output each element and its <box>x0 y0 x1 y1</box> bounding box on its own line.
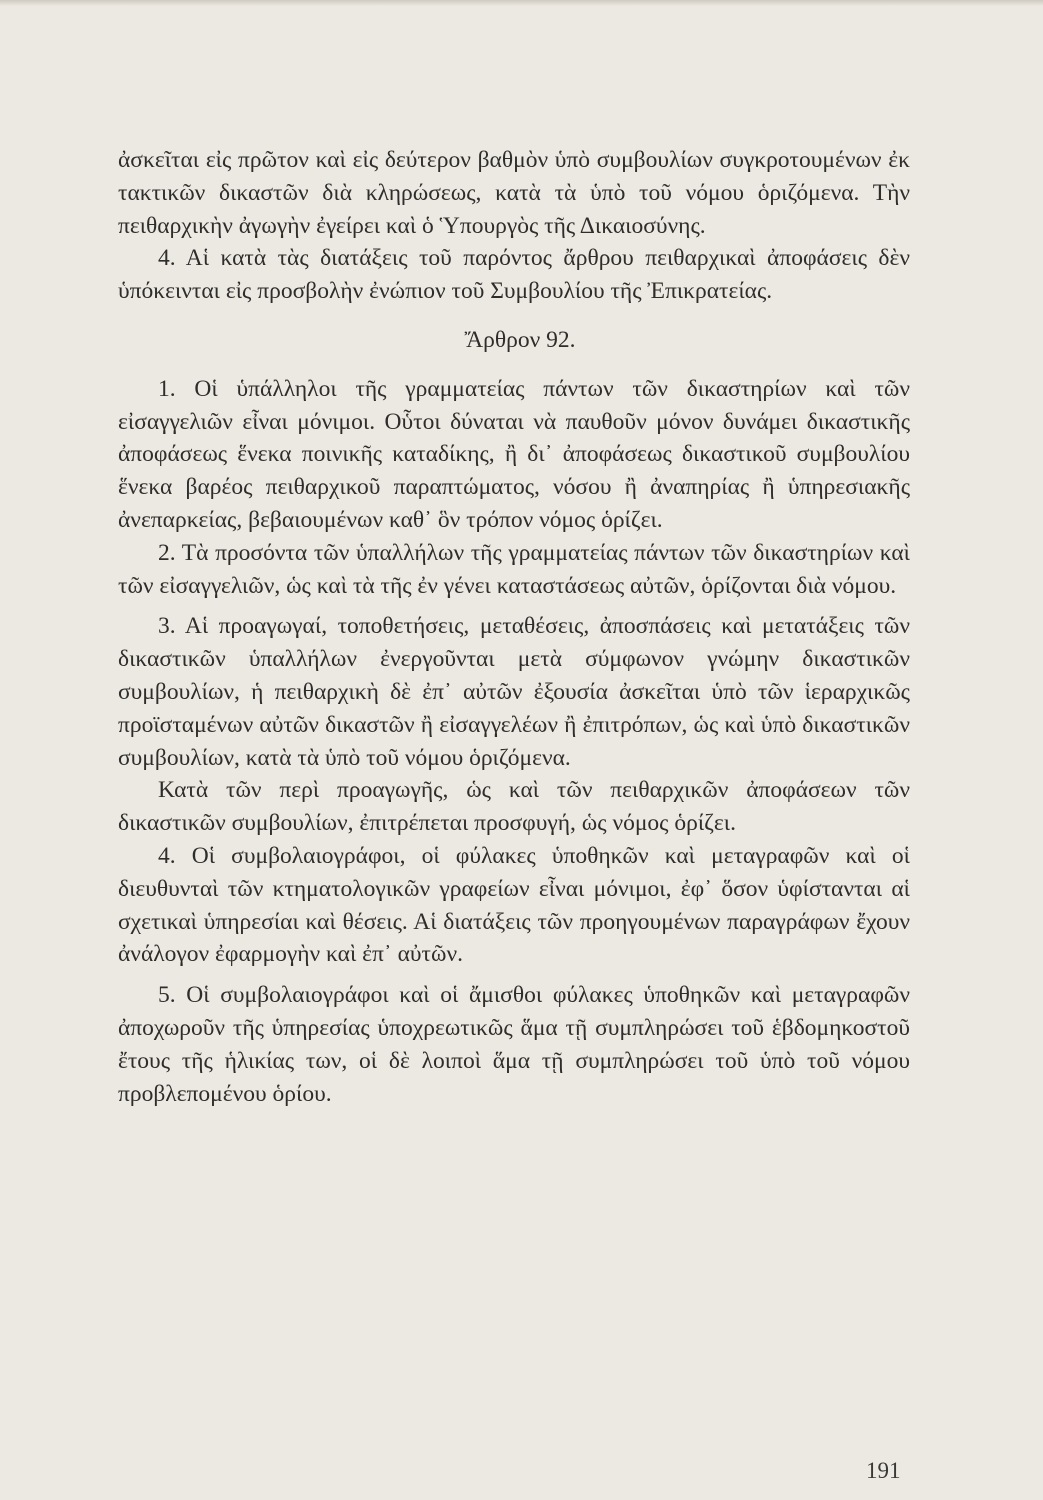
page-number: 191 <box>866 1458 901 1483</box>
paragraph-5: 5. Οἱ συμβολαιογράφοι καὶ οἱ ἄμισθοι φύλακες ὑποθηκῶν καὶ μεταγραφῶν ἀποχωροῦν τῆς ὑπηρεσίας ὑποχρεωτικῶς ἅμα τῇ συμπληρώσει τοῦ ἑβδομηκοστοῦ ἔτους τῆς ἡλικίας των, οἱ δὲ λοιποὶ ἅμα τῇ συμπληρώσει τοῦ ὑπὸ τοῦ νόμου προβλεπομένου ὁρίου. <box>118 982 910 1107</box>
paragraph-2: 2. Τὰ προσόντα τῶν ὑπαλλήλων τῆς γραμματείας πάντων τῶν δικαστηρίων καὶ τῶν εἰσαγγελιῶν, ὡς καὶ τὰ τῆς ἐν γένει καταστάσεως αὐτῶν, ὁρίζονται διὰ νόμου. <box>118 539 910 599</box>
page-edge-shadow <box>0 0 1043 6</box>
paragraph-1: 1. Οἱ ὑπάλληλοι τῆς γραμματείας πάντων τῶν δικαστηρίων καὶ τῶν εἰσαγγελιῶν εἶναι μόνιμοι. Οὗτοι δύναται νὰ παυθοῦν μόνον δυνάμει δικαστικῆς ἀποφάσεως ἕνεκα ποινικῆς καταδίκης, ἢ δι᾿ ἀποφάσεως δικαστικοῦ συμβουλίου ἕνεκα βαρέος πειθαρχικοῦ παραπτώματος, νόσου ἢ ἀναπηρίας ἢ ὑπηρεσιακῆς ἀνεπαρκείας, βεβαιουμένων καθ᾿ ὃν τρόπον νόμος ὁρίζει. <box>118 375 910 533</box>
paragraph-3-continued: Κατὰ τῶν περὶ προαγωγῆς, ὡς καὶ τῶν πειθαρχικῶν ἀποφάσεων τῶν δικαστικῶν συμβουλίων, ἐπιτρέπεται προσφυγή, ὡς νόμος ὁρίζει. <box>118 777 910 837</box>
paragraph-4: 4. Οἱ συμβολαιογράφοι, οἱ φύλακες ὑποθηκῶν καὶ μεταγραφῶν καὶ οἱ διευθυνταὶ τῶν κτηματολογικῶν γραφείων εἶναι μόνιμοι, ἐφ᾿ ὅσον ὑφίστανται αἱ σχετικαὶ ὑπηρεσίαι καὶ θέσεις. Αἱ διατάξεις τῶν προηγουμένων παραγράφων ἔχουν ἀνάλογον ἐφαρμογὴν καὶ ἐπ᾿ αὐτῶν. <box>118 842 910 968</box>
paragraph-4-previous-article: 4. Αἱ κατὰ τὰς διατάξεις τοῦ παρόντος ἄρθρου πειθαρχικαὶ ἀποφάσεις δὲν ὑπόκεινται εἰς προσβολὴν ἐνώπιον τοῦ Συμβουλίου τῆς Ἐπικρατείας. <box>118 245 910 305</box>
body-text <box>118 144 910 1110</box>
article-heading: Ἄρθρον 92. <box>464 326 576 353</box>
paragraph-continuation: ἀσκεῖται εἰς πρῶτον καὶ εἰς δεύτερον βαθμὸν ὑπὸ συμβουλίων συγκροτουμένων ἐκ τακτικῶν δικαστῶν διὰ κληρώσεως, κατὰ τὰ ὑπὸ τοῦ νόμου ὁριζόμενα. Τὴν πειθαρχικὴν ἀγωγὴν ἐγείρει καὶ ὁ Ὑπουργὸς τῆς Δικαιοσύνης. <box>118 147 910 239</box>
paragraph-3: 3. Αἱ προαγωγαί, τοποθετήσεις, μεταθέσεις, ἀποσπάσεις καὶ μετατάξεις τῶν δικαστικῶν ὑπαλλήλων ἐνεργοῦνται μετὰ σύμφωνον γνώμην δικαστικῶν συμβουλίων, ἡ πειθαρχικὴ δὲ ἐπ᾿ αὐτῶν ἐξουσία ἀσκεῖται ὑπὸ τῶν ἱεραρχικῶς προϊσταμένων αὐτῶν δικαστῶν ἢ εἰσαγγελέων ἢ ἐπιτρόπων, ὡς καὶ ὑπὸ δικαστικῶν συμβουλίων, κατὰ τὰ ὑπὸ τοῦ νόμου ὁριζόμενα. <box>118 613 910 771</box>
